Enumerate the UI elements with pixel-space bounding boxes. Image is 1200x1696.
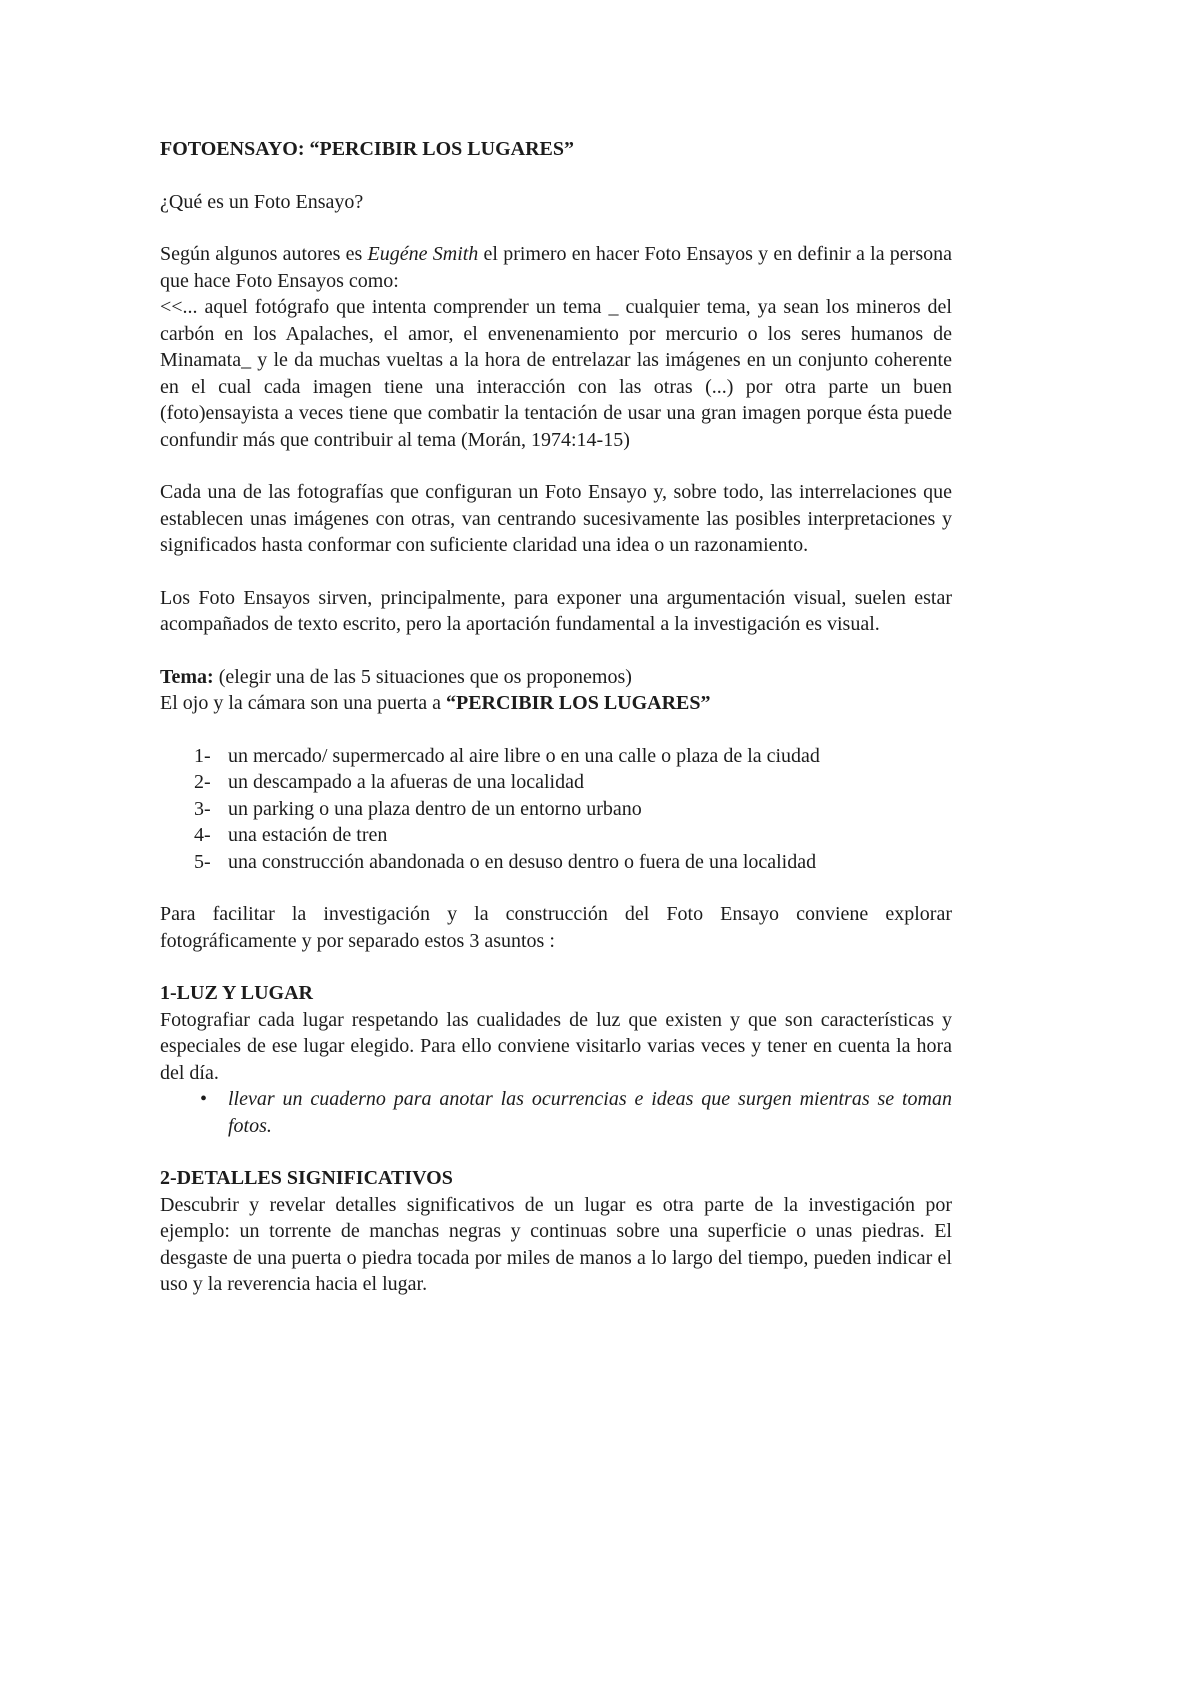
definition-post: el primero en hacer Foto Ensayos y en definir a la persona que hace Foto Ensayos como: — [160, 243, 952, 292]
tema-line2-bold: “PERCIBIR LOS LUGARES” — [446, 692, 711, 714]
list-item-text: una estación de tren — [228, 824, 388, 846]
tema-rest: (elegir una de las 5 situaciones que os proponemos) — [213, 665, 632, 688]
list-item — [160, 743, 952, 770]
definition-pre: Según algunos autores es — [160, 243, 368, 265]
list-item-text: un descampado a la afueras de una localidad — [228, 771, 584, 793]
list-item — [160, 769, 952, 796]
section-luz-y-lugar — [160, 980, 952, 1139]
section-detalles-significativos — [160, 1165, 952, 1298]
paragraph-definition-and-quote — [160, 241, 952, 453]
list-item — [160, 822, 952, 849]
list-item-number: 4- — [194, 824, 211, 846]
section-heading: 1-LUZ Y LUGAR — [160, 982, 313, 1004]
list-item-number: 1- — [194, 744, 211, 767]
list-item-text: un parking o una plaza dentro de un entorno urbano — [228, 797, 642, 820]
author-name: Eugéne Smith — [367, 243, 479, 265]
section-body: Fotografiar cada lugar respetando las cualidades de luz que existen y que son características y especiales de ese lugar elegido. Para ello conviene visitarlo varias veces y tener en cuenta la hora del día. — [160, 1008, 952, 1084]
smith-quote: <<... aquel fotógrafo que intenta comprender un tema _ cualquier tema, ya sean los mineros del carbón en los Apalaches, el amor, el envenenamiento por mercurio o los seres humanos de Minamata_ y le da muchas vueltas a la hora de entrelazar las imágenes en un conjunto coherente en el cual cada imagen tiene una interacción con las otras (...) por otra parte un buen (foto)ensayista a veces tiene que combatir la tentación de usar una gran imagen porque ésta puede confundir más que contribuir al tema (Morán, 1974:14-15) — [160, 296, 952, 451]
tema-label: Tema: — [160, 665, 214, 688]
list-item-number: 2- — [194, 771, 211, 793]
section-heading: 2-DETALLES SIGNIFICATIVOS — [160, 1167, 453, 1189]
tema-block — [160, 664, 952, 717]
bullet-icon: • — [200, 1088, 208, 1110]
section-body: Descubrir y revelar detalles significativos de un lugar es otra parte de la investigación por ejemplo: un torrente de manchas negras y continuas sobre una superficie o unas piedras. El desgaste de una puerta o piedra tocada por miles de manos a lo largo del tiempo, pueden indicar el uso y la reverencia hacia el lugar. — [160, 1193, 952, 1295]
intro-question: ¿Qué es un Foto Ensayo? — [160, 190, 364, 213]
paragraph-cada-una: Cada una de las fotografías que configuran un Foto Ensayo y, sobre todo, las interrelaciones que establecen unas imágenes con otras, van centrando sucesivamente las posibles interpretaciones y significados hasta conformar con suficiente claridad una idea o un razonamiento. — [160, 481, 952, 556]
list-item-text: una construcción abandonada o en desuso dentro o fuera de una localidad — [228, 850, 817, 873]
document-title: FOTOENSAYO: “PERCIBIR LOS LUGARES” — [160, 138, 574, 160]
situations-list — [160, 743, 952, 876]
list-item-number: 3- — [194, 797, 211, 820]
list-item — [160, 796, 952, 823]
tema-line2-pre: El ojo y la cámara son una puerta a — [160, 692, 446, 714]
bullet-item-text: llevar un cuaderno para anotar las ocurrencias e ideas que surgen mientras se toman fotos. — [228, 1088, 952, 1137]
bullet-item — [160, 1086, 952, 1139]
list-item — [160, 849, 952, 876]
list-item-number: 5- — [194, 850, 211, 873]
paragraph-sirven: Los Foto Ensayos sirven, principalmente, para exponer una argumentación visual, suelen estar acompañados de texto escrito, pero la aportación fundamental a la investigación es visual. — [160, 586, 952, 635]
paragraph-facilitar: Para facilitar la investigación y la construcción del Foto Ensayo conviene explorar fotográficamente y por separado estos 3 asuntos : — [160, 903, 952, 952]
list-item-text: un mercado/ supermercado al aire libre o en una calle o plaza de la ciudad — [228, 744, 820, 767]
